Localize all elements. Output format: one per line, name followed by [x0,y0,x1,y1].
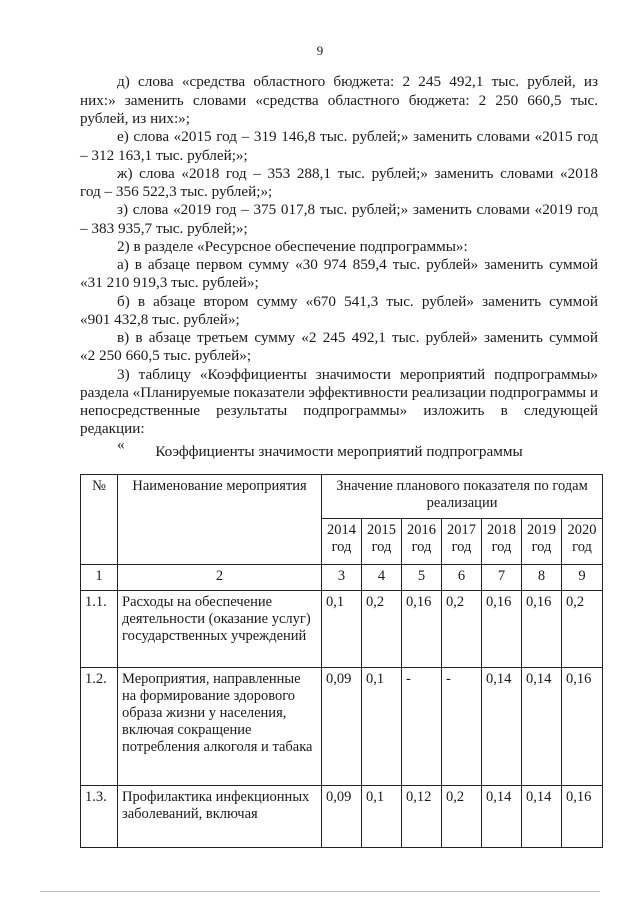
row-value: 0,16 [482,591,522,668]
page-number: 9 [316,43,324,58]
text-line: непосредственные результаты подпрограммы» изложить в следующей [80,402,598,419]
text-line: ж) слова «2018 год – 353 288,1 тыс. рублей;» заменить словами «2018 [117,165,598,182]
row-value: 0,12 [402,786,442,848]
text-line: 2) в разделе «Ресурсное обеспечение подпрограммы»: [117,238,468,255]
row-value: 0,09 [322,668,362,786]
index-cell: 6 [442,565,482,591]
table-row [81,786,603,848]
text-line: «2 250 660,5 тыс. рублей»; [80,347,252,364]
row-value: 0,1 [362,786,402,848]
text-line: в) в абзаце третьем сумму «2 245 492,1 тыс. рублей» заменить суммой [117,329,598,346]
row-value: 0,1 [322,591,362,668]
index-row [81,565,603,591]
header-year: 2015 год [362,519,402,565]
index-cell: 4 [362,565,402,591]
row-value: - [442,668,482,786]
row-name: Мероприятия, направленные на формирование здорового образа жизни у населения, включая сокращение потребления алкоголя и табака [118,668,322,786]
row-value: 0,1 [362,668,402,786]
index-cell: 7 [482,565,522,591]
header-year: 2014 год [322,519,362,565]
table-row [81,591,603,668]
row-value: 0,16 [562,786,603,848]
text-line: – 383 935,7 тыс. рублей;»; [80,220,248,237]
row-name: Расходы на обеспечение деятельности (оказание услуг) государственных учреждений [118,591,322,668]
table-row [81,668,603,786]
index-cell: 1 [81,565,118,591]
row-number: 1.2. [81,668,118,786]
row-value: 0,14 [482,786,522,848]
header-name: Наименование мероприятия [118,475,322,565]
text-line: год – 356 522,3 тыс. рублей;»; [80,183,273,200]
row-value: 0,14 [522,786,562,848]
header-year: 2019 год [522,519,562,565]
text-line: 3) таблицу «Коэффициенты значимости мероприятий подпрограммы» [117,366,598,383]
row-value: 0,2 [442,786,482,848]
header-value-group: Значение планового показателя по годам реализации [322,475,603,519]
index-cell: 5 [402,565,442,591]
row-value: 0,2 [562,591,603,668]
scan-edge-line [40,891,600,892]
index-cell: 3 [322,565,362,591]
text-line: раздела «Планируемые показатели эффективности реализации подпрограммы и [80,384,599,401]
row-number: 1.1. [81,591,118,668]
header-year: 2020 год [562,519,603,565]
header-year: 2018 год [482,519,522,565]
text-line: з) слова «2019 год – 375 017,8 тыс. рублей;» заменить словами «2019 год [117,201,598,218]
header-year: 2016 год [402,519,442,565]
text-line: е) слова «2015 год – 319 146,8 тыс. рублей;» заменить словами «2015 год [117,128,598,145]
text-line: «901 432,8 тыс. рублей»; [80,311,240,328]
index-cell: 2 [118,565,322,591]
text-line: них:» заменить словами «средства областного бюджета: 2 250 660,5 тыс. [80,92,598,109]
index-cell: 9 [562,565,603,591]
row-name: Профилактика инфекционных заболеваний, включая [118,786,322,848]
row-value: 0,2 [362,591,402,668]
index-cell: 8 [522,565,562,591]
text-line: б) в абзаце втором сумму «670 541,3 тыс. рублей» заменить суммой [117,293,598,310]
row-value: 0,16 [562,668,603,786]
row-value: 0,09 [322,786,362,848]
text-line: редакции: [80,420,145,437]
row-value: 0,16 [522,591,562,668]
row-value: - [402,668,442,786]
row-value: 0,16 [402,591,442,668]
row-value: 0,14 [522,668,562,786]
row-number: 1.3. [81,786,118,848]
text-line: д) слова «средства областного бюджета: 2 245 492,1 тыс. рублей, из [117,73,598,90]
text-line: а) в абзаце первом сумму «30 974 859,4 тыс. рублей» заменить суммой [117,256,598,273]
text-line: рублей, из них:»; [80,110,190,127]
table-title: Коэффициенты значимости мероприятий подпрограммы [155,443,523,460]
opening-quote-mark: « [117,436,125,453]
text-line: – 312 163,1 тыс. рублей;»; [80,147,248,164]
header-year: 2017 год [442,519,482,565]
row-value: 0,2 [442,591,482,668]
row-value: 0,14 [482,668,522,786]
text-line: «31 210 919,3 тыс. рублей»; [80,274,259,291]
coefficients-table [80,474,603,848]
header-number: № [81,475,118,565]
